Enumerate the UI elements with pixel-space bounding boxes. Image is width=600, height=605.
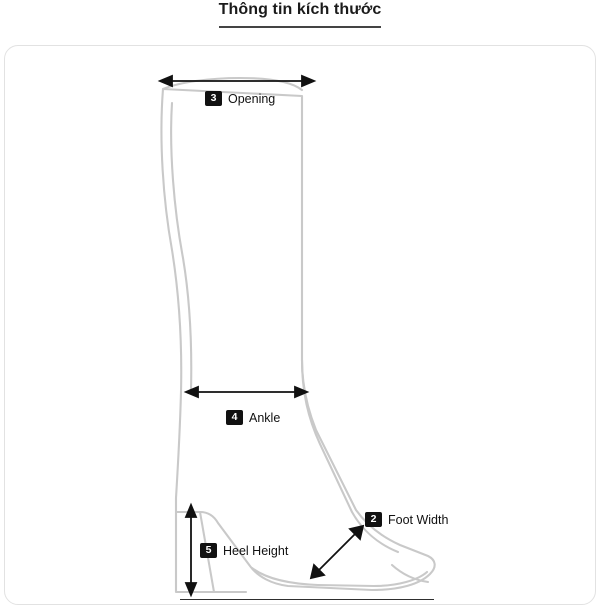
page-title: Thông tin kích thước [219, 0, 382, 28]
measurement-text-ankle: Ankle [249, 410, 281, 425]
measurement-badge-2: 2 [365, 512, 382, 527]
page-title-wrap [0, 0, 600, 28]
measurement-badge-4: 4 [226, 410, 243, 425]
measurement-label-foot-width [365, 512, 448, 527]
measurement-text-heel-height: Heel Height [223, 543, 289, 558]
measurement-label-heel-height [200, 543, 288, 558]
size-chart-card [4, 45, 596, 605]
measurement-label-opening [205, 91, 275, 106]
measurement-text-foot-width: Foot Width [388, 512, 449, 527]
measurement-badge-5: 5 [200, 543, 217, 558]
measurement-label-ankle [226, 410, 280, 425]
measurement-text-opening: Opening [228, 91, 276, 106]
measurement-badge-3: 3 [205, 91, 222, 106]
